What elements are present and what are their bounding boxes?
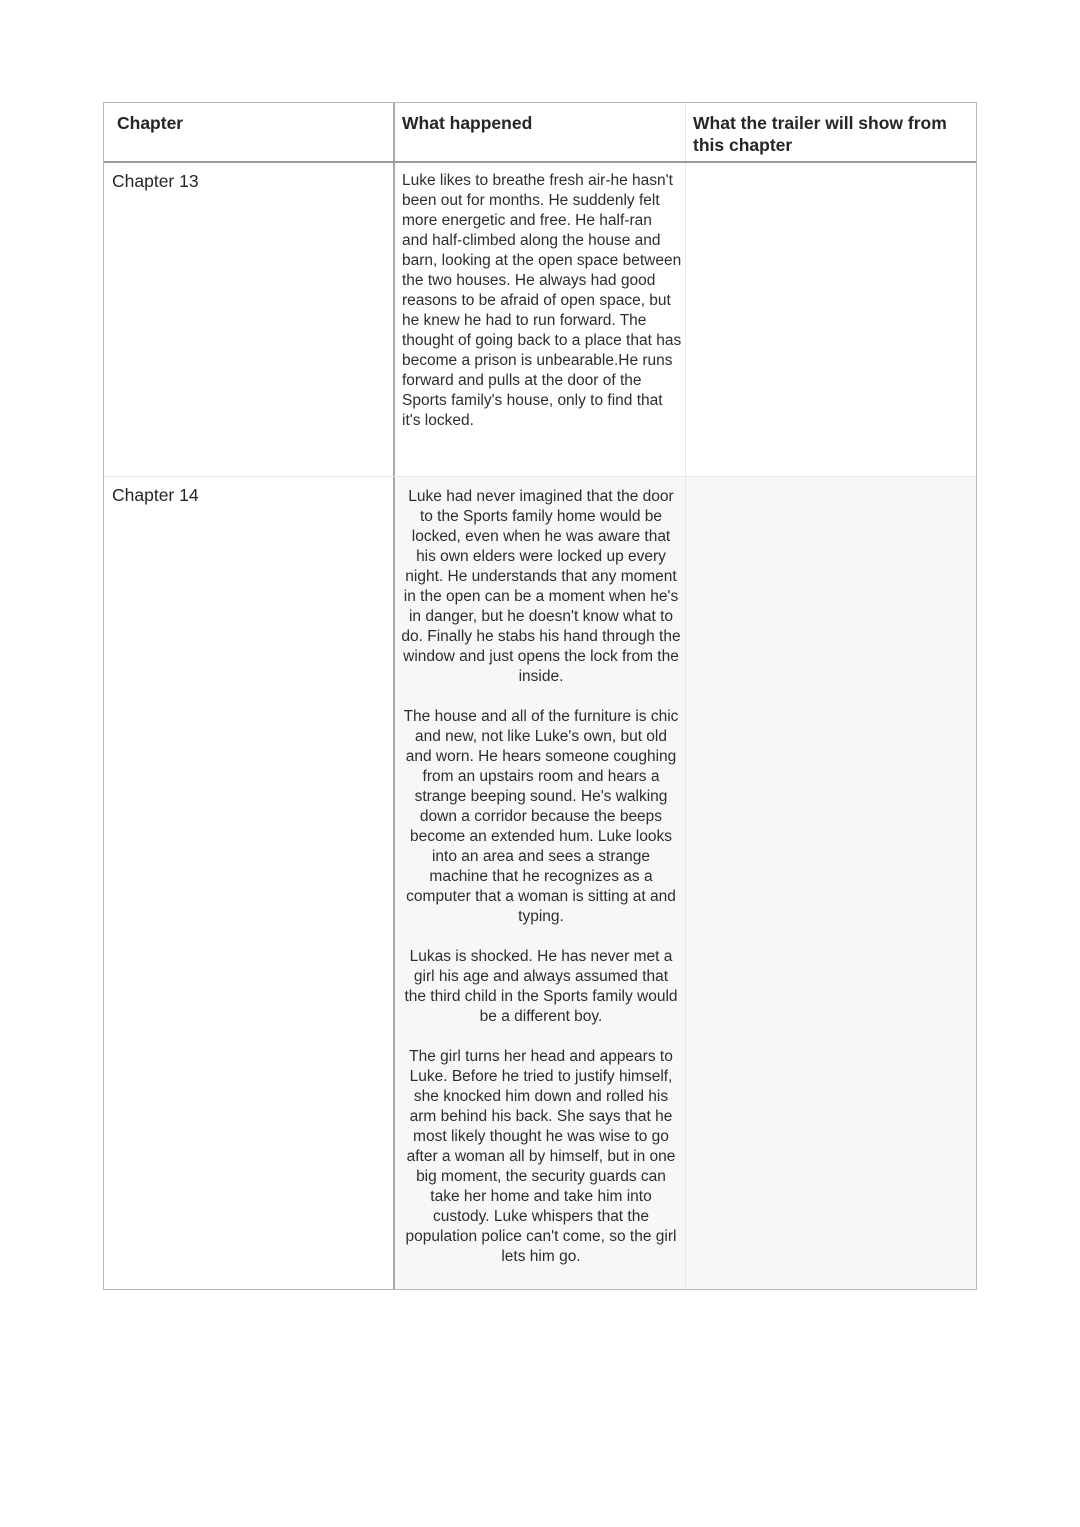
paragraph: The girl turns her head and appears to Luke. Before he tried to justify himself, she knocked him down and rolled his arm behind his back. She says that he most likely thought he was wise to go after a woman all by himself, but in one big moment, the security guards can take her home and take him into custody. Luke whispers that the population police can't come, so the girl lets him go. (405, 1048, 677, 1265)
chapter-cell (104, 477, 395, 1289)
header-cell-chapter (104, 103, 395, 161)
header-cell-what-happened (395, 103, 686, 161)
chapter-table (103, 102, 977, 1290)
paragraph: Lukas is shocked. He has never met a girl his age and always assumed that the third child in the Sports family would be a different boy. (404, 948, 678, 1025)
chapter-label: Chapter 13 (112, 171, 199, 191)
header-what-happened: What happened (402, 113, 533, 133)
header-chapter: Chapter (117, 113, 184, 133)
what-happened-text: Luke likes to breathe fresh air-he hasn't been out for months. He suddenly felt more energetic and free. He half-ran and half-climbed along the house and barn, looking at the open space between the two houses. He always had good reasons to be afraid of open space, but he knew he had to run forward. The thought of going back to a place that has become a prison is unbearable.He runs forward and pulls at the door of the Sports family's house, only to find that it's locked. (402, 172, 682, 429)
header-cell-trailer (686, 103, 976, 161)
table-row-chapter-14 (104, 477, 976, 1289)
trailer-cell (686, 477, 976, 1289)
paragraph: Luke had never imagined that the door to the Sports family home would be locked, even when he was aware that his own elders were locked up every night. He understands that any moment in the open can be a moment when he's in danger, but he doesn't know what to do. Finally he stabs his hand through the window and just opens the lock from the inside. (401, 488, 681, 685)
trailer-cell (686, 163, 976, 476)
chapter-cell (104, 163, 395, 476)
header-trailer: What the trailer will show from this chapter (693, 113, 947, 155)
what-happened-cell (395, 163, 686, 476)
table-row-chapter-13 (104, 163, 976, 477)
what-happened-cell (395, 477, 686, 1289)
paragraph: The house and all of the furniture is chic and new, not like Luke's own, but old and worn. He hears someone coughing from an upstairs room and hears a strange beeping sound. He's walking down a corridor because the beeps become an extended hum. Luke looks into an area and sees a strange machine that he recognizes as a computer that a woman is sitting at and typing. (403, 708, 679, 925)
table-header-row (104, 103, 976, 163)
what-happened-paragraphs (401, 487, 681, 1287)
chapter-label: Chapter 14 (112, 485, 199, 505)
